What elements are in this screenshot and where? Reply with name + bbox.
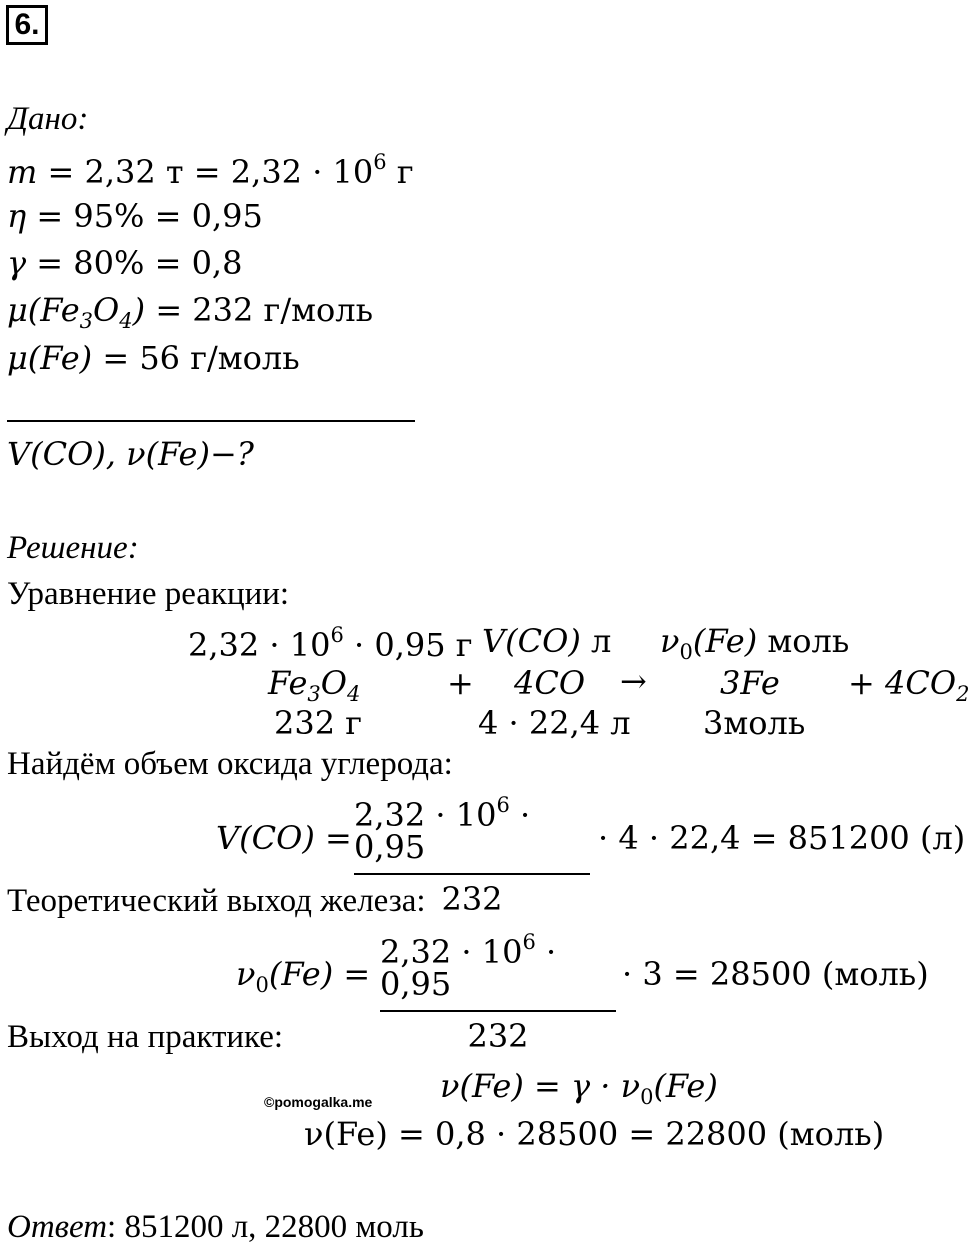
reaction-fe3o4 xyxy=(268,664,361,706)
reaction-top-co xyxy=(482,622,612,660)
mu1-value: = 232 г/моль xyxy=(145,291,373,329)
given-mass xyxy=(7,150,414,191)
mu1-part-a: μ(Fe xyxy=(7,291,80,329)
theor-fraction-denominator: 232 xyxy=(467,1017,529,1055)
gamma-symbol: γ xyxy=(7,244,27,282)
top-co-symbol: V(CO) xyxy=(482,622,581,660)
theor-sub: 0 xyxy=(255,973,269,997)
theor-fraction-bar xyxy=(380,1010,616,1012)
answer-label: Ответ xyxy=(7,1209,108,1245)
given-divider xyxy=(7,420,415,422)
mu2-value: = 56 г/моль xyxy=(92,339,300,377)
top-fe3o4-exp: 6 xyxy=(330,623,344,647)
co2-base: + 4CO xyxy=(848,664,957,702)
theoretical-yield-label: Теоретический выход железа: xyxy=(7,883,426,919)
co-num-exp: 6 xyxy=(496,793,510,817)
reaction-top-fe xyxy=(660,622,850,664)
reaction-bot-fe: 3моль xyxy=(703,704,806,742)
theor-fraction xyxy=(380,930,616,1055)
top-fe3o4-tail: · 0,95 г xyxy=(343,626,473,664)
top-fe3o4-base: 2,32 · 10 xyxy=(188,626,331,664)
given-gamma xyxy=(7,244,243,282)
find-line: V(CO), ν(Fe)−? xyxy=(7,435,254,473)
mass-unit: г xyxy=(386,153,414,191)
top-fe-sub: 0 xyxy=(679,640,693,664)
task-number: 6. xyxy=(6,5,48,45)
practice-formula-a: ν(Fe) = γ · ν xyxy=(440,1067,641,1105)
mass-symbol: m xyxy=(7,153,38,191)
co-formula-lhs: V(CO) = xyxy=(216,819,352,857)
equation-label: Уравнение реакции: xyxy=(7,576,290,612)
given-heading: Дано: xyxy=(7,101,89,137)
reaction-plus-1: + xyxy=(447,664,474,702)
reaction-top-fe3o4 xyxy=(188,623,473,664)
practice-formula-b: (Fe) xyxy=(653,1067,718,1105)
co-num-tail: · 0,95 xyxy=(354,796,531,866)
watermark: ©pomogalka.me xyxy=(264,1094,373,1110)
eta-symbol: η xyxy=(7,197,27,235)
reaction-fe: 3Fe xyxy=(720,664,780,702)
answer-text: : 851200 л, 22800 моль xyxy=(107,1209,424,1245)
answer-line xyxy=(7,1211,424,1244)
top-co-unit: л xyxy=(580,622,612,660)
reaction-co: 4CO xyxy=(514,664,586,702)
practice-formula xyxy=(440,1067,718,1109)
reaction-bot-co: 4 · 22,4 л xyxy=(478,704,631,742)
top-fe-unit: моль xyxy=(757,622,850,660)
theor-nu: ν xyxy=(236,955,256,993)
co-formula-rhs: · 4 · 22,4 = 851200 (л) xyxy=(598,819,966,857)
given-mu-fe3o4 xyxy=(7,291,373,333)
mu1-sub-2: 4 xyxy=(119,309,133,333)
fe3o4-sub-1: 3 xyxy=(307,682,321,706)
mu1-part-b: O xyxy=(93,291,120,329)
top-fe-nu: ν xyxy=(660,622,680,660)
co-fraction-numerator xyxy=(354,793,590,866)
theor-num-tail: · 0,95 xyxy=(380,933,557,1003)
reaction-arrow: → xyxy=(620,662,647,700)
co-fraction-bar xyxy=(354,873,590,875)
practice-calculation: ν(Fe) = 0,8 · 28500 = 22800 (моль) xyxy=(304,1115,885,1153)
mu1-sub-1: 3 xyxy=(79,309,94,333)
fe3o4-sub-2: 4 xyxy=(347,682,361,706)
mass-exponent: 6 xyxy=(373,150,387,174)
co2-sub: 2 xyxy=(956,682,969,706)
theor-num-base: 2,32 · 10 xyxy=(380,933,523,971)
theor-num-exp: 6 xyxy=(522,930,536,954)
reaction-bot-fe3o4: 232 г xyxy=(274,704,363,742)
solution-heading: Решение: xyxy=(7,530,139,566)
gamma-value: = 80% = 0,8 xyxy=(26,244,243,282)
co-fraction-denominator: 232 xyxy=(441,880,503,918)
reaction-co2 xyxy=(848,664,969,706)
practice-label: Выход на практике: xyxy=(7,1019,284,1055)
eta-value: = 95% = 0,95 xyxy=(26,197,263,235)
theor-formula-rhs: · 3 = 28500 (моль) xyxy=(622,955,929,993)
practice-formula-sub: 0 xyxy=(640,1085,654,1109)
fe3o4-part-a: Fe xyxy=(268,664,308,702)
co-num-base: 2,32 · 10 xyxy=(354,796,497,834)
theor-symbol: (Fe) = xyxy=(268,955,371,993)
mu1-part-c: ) xyxy=(132,291,146,329)
top-fe-symbol: (Fe) xyxy=(692,622,758,660)
given-eta xyxy=(7,197,263,235)
mass-value: = 2,32 т = 2,32 · 10 xyxy=(37,153,374,191)
given-mu-fe xyxy=(7,339,300,377)
theor-formula-lhs xyxy=(236,955,371,997)
co-volume-label: Найдём объем оксида углерода: xyxy=(7,746,453,782)
fe3o4-part-b: O xyxy=(320,664,347,702)
mu2-symbol: μ(Fe) xyxy=(7,339,93,377)
theor-fraction-numerator xyxy=(380,930,616,1003)
